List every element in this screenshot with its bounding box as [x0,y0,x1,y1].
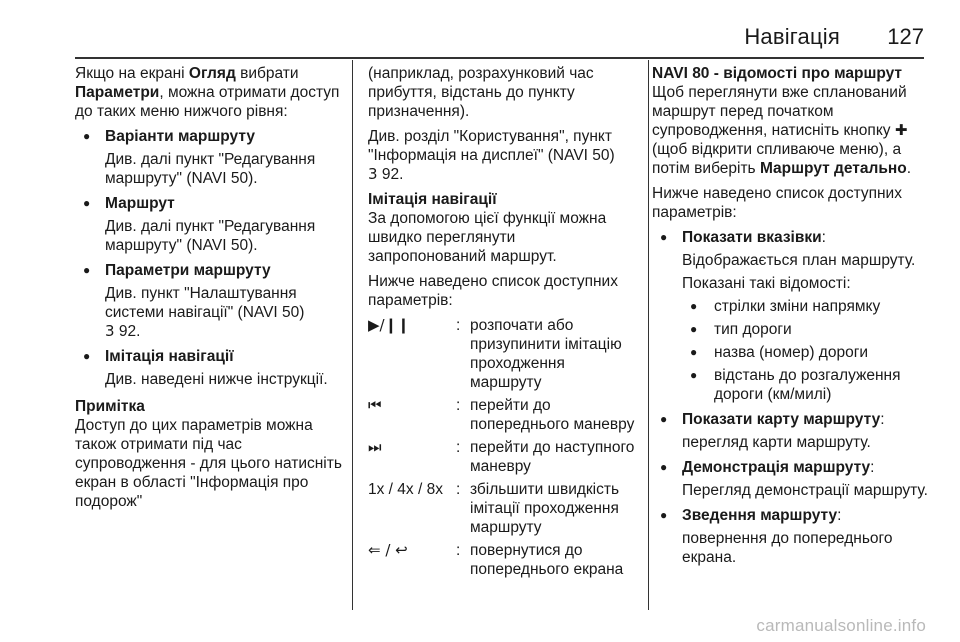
info-item: ● стрілки зміни напрямку [652,297,928,316]
previous-maneuver-icon: ⏮ [368,396,382,414]
section-title: Імітація навігації [368,191,497,208]
column-1 [75,64,345,511]
control-row: ⇐ / ↩ : повернутися до попереднього екрана [368,541,624,578]
list-item-desc: повернення до попереднього екрана. [682,530,893,566]
back-arrow-icon: ⇐ / ↩ [368,541,408,559]
page-title: Навігація [744,24,840,49]
next-maneuver-icon: ⏭ [368,438,382,456]
list-item-desc: Відображається план маршруту. [682,252,916,269]
note-text: Доступ до цих параметрів можна також отримати під час супроводження - для цього натисніть екран в області "Інформація про подорож" [75,417,342,510]
speed-options: 1x / 4x / 8x [368,481,443,498]
column-2 [368,64,636,583]
list-item: ● Маршрут [75,194,345,213]
column-3 [652,64,928,567]
control-row: ▶/❙❙ : розпочати або призупинити імітацію проходження маршруту [368,316,622,391]
note-title: Примітка [75,398,145,415]
info-intro: Показані такі відомості: [682,275,851,292]
list-item: ● Параметри маршруту [75,261,345,280]
page-header [0,0,960,50]
list-item-desc: Див. наведені нижче інструкції. [105,371,328,388]
page-reference-arrow-icon: 3 [105,322,115,340]
list-item: ● Показати карту маршруту: [652,410,928,429]
control-row: 1x / 4x / 8x : збільшити швидкість імітації проходження маршруту [368,481,620,536]
list-item: ● Демонстрація маршруту: [652,458,928,477]
list-item-desc: Див. пункт "Налаштування системи навігації" (NAVI 50) 3 92. [105,285,305,340]
control-row: ⏭ : перейти до наступного маневру [368,438,635,475]
overview-term: Огляд [188,65,236,82]
list-item-desc: Див. далі пункт "Редагування маршруту" (NAVI 50). [105,151,316,187]
play-pause-icon: ▶/❙❙ [368,316,410,334]
page-reference: 92. [114,323,141,340]
column-divider-2 [648,60,649,610]
list-intro: Нижче наведено список доступних параметрів: [652,185,902,221]
page-number: 127 [887,24,924,49]
watermark: carmanualsonline.info [756,616,926,635]
parameters-term: Параметри [75,84,160,101]
info-item: ● відстань до розгалуження дороги (км/милі) [652,366,928,404]
info-item: ● тип дороги [652,320,928,339]
column-divider-1 [352,60,353,610]
list-item: ● Варіанти маршруту [75,127,345,146]
list-item-desc: Див. далі пункт "Редагування маршруту" (NAVI 50). [105,218,316,254]
route-details-paragraph: Щоб переглянути вже спланований маршрут перед початком супроводження, натисніть кнопку ✚ (щоб відкрити спливаюче меню), а потім виберіть Маршрут детально. [652,84,912,177]
list-item: ● Зведення маршруту: [652,506,928,525]
header-rule [75,57,924,59]
section-title: NAVI 80 - відомості про маршрут [652,65,903,82]
plus-icon: ✚ [894,121,908,139]
list-item-desc: перегляд карти маршруту. [682,434,871,451]
continued-paragraph: (наприклад, розрахунковий час прибуття, відстань до пункту призначення). [368,65,594,120]
list-item: ● Імітація навігації [75,347,345,366]
reference-paragraph: Див. розділ "Користування", пункт "Інформація на дисплеї" (NAVI 50) 3 92. [368,128,615,183]
list-item-desc: Перегляд демонстрації маршруту. [682,482,928,499]
control-row: ⏮ : перейти до попереднього маневру [368,396,635,433]
route-details-term: Маршрут детально [759,160,907,177]
list-intro: Нижче наведено список доступних параметрів: [368,273,618,309]
page-reference: 92. [377,166,404,183]
list-item: ● Показати вказівки: [652,228,928,247]
info-item: ● назва (номер) дороги [652,343,928,362]
section-text: За допомогою цієї функції можна швидко переглянути запропонований маршрут. [368,210,607,265]
intro-paragraph: Якщо на екрані Огляд вибрати Параметри, можна отримати доступ до таких меню нижчого рівня: [75,65,340,120]
page-reference-arrow-icon: 3 [368,165,378,183]
